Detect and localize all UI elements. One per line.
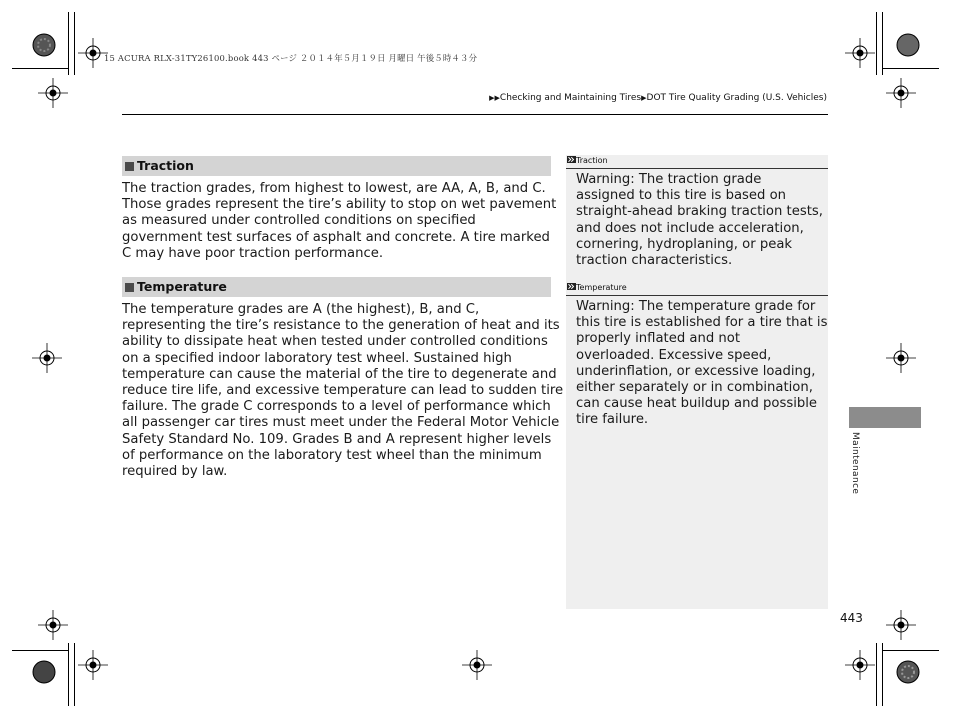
notes-sidebar [566,155,828,609]
section-heading-traction [122,156,551,176]
color-wheel-icon [32,660,56,684]
note-line: can cause heat buildup and possible [576,396,818,412]
header-rule [122,114,828,115]
paragraph-line: all passenger car tires must meet under the Federal Motor Vehicle [122,415,560,431]
registration-target-icon [886,343,916,373]
cross-reference-icon [567,283,576,290]
reference-note-label [567,156,608,165]
breadcrumb [489,93,827,103]
note-line: either separately or in combination, [576,380,813,396]
breadcrumb-arrows-icon: ▶▶ [489,94,500,102]
registration-target-icon [38,78,68,108]
paragraph-line: Safety Standard No. 109. Grades B and A represent higher levels [122,431,552,447]
traction-paragraph [122,181,557,262]
paragraph-line: as measured under controlled conditions on specified [122,213,476,229]
paragraph-line: failure. The grade C corresponds to a level of performance which [122,399,551,415]
cross-reference-icon [567,156,576,163]
registration-target-icon [886,78,916,108]
paragraph-line: reduce tire life, and excessive temperature can lead to sudden tire [122,383,564,399]
reference-note-label [567,283,627,292]
note-line: Warning: The traction grade [576,172,762,187]
note-ref-title: Traction [576,156,608,165]
note-line: traction characteristics. [576,253,733,269]
breadcrumb-page: DOT Tire Quality Grading (U.S. Vehicles) [646,93,827,103]
registration-target-icon [78,650,108,680]
note-line: this tire is established for a tire that is [576,315,828,331]
note-line: Warning: The temperature grade for [576,299,816,314]
paragraph-line: Those grades represent the tire’s ability to stop on wet pavement [122,197,557,213]
paragraph-line: ability to dissipate heat when tested under controlled conditions [122,334,548,350]
section-title: Temperature [137,279,227,294]
paragraph-line: representing the tire’s resistance to the generation of heat and its [122,318,560,334]
registration-target-icon [845,650,875,680]
paragraph-line: required by law. [122,464,228,480]
note-ref-title: Temperature [576,283,627,292]
paragraph-line: temperature can cause the material of the tire to degenerate and [122,366,557,382]
section-heading-temperature [122,277,551,297]
temperature-paragraph [122,302,564,480]
note-line: properly inflated and not [576,331,740,347]
color-wheel-icon [32,33,56,57]
color-wheel-icon [896,660,920,684]
registration-target-icon [38,610,68,640]
paragraph-line: government test surfaces of asphalt and concrete. A tire marked [122,229,550,245]
print-slug: 15 ACURA RLX-31TY26100.book 443 ページ ２０１４年５月１９日 月曜日 午後５時４３分 [104,53,478,63]
page-number: 443 [840,611,863,625]
note-line: and does not include acceleration, [576,220,804,236]
note-heading-traction [566,156,828,169]
note-line: straight-ahead braking traction tests, [576,204,823,220]
square-bullet-icon [125,162,134,171]
chapter-tab-label: Maintenance [850,432,860,495]
paragraph-line: C may have poor traction performance. [122,245,384,261]
breadcrumb-arrow-icon: ▶ [641,94,647,102]
registration-target-icon [462,650,492,680]
paragraph-line: of performance on the laboratory test wheel than the minimum [122,447,542,463]
chapter-tab[interactable] [849,407,921,428]
note-line: assigned to this tire is based on [576,188,787,204]
registration-target-icon [32,343,62,373]
breadcrumb-section: Checking and Maintaining Tires [499,93,642,103]
paragraph-line: The traction grades, from highest to lowest, are AA, A, B, and C. [122,181,546,196]
section-title: Traction [137,158,194,173]
square-bullet-icon [125,283,134,292]
registration-target-icon [886,610,916,640]
note-line: cornering, hydroplaning, or peak [576,236,793,252]
color-wheel-icon [896,33,920,57]
note-line: tire failure. [576,412,649,428]
note-heading-temperature [566,283,828,296]
paragraph-line: on a specified indoor laboratory test wheel. Sustained high [122,350,512,366]
note-text-traction [576,172,824,269]
note-text-temperature [576,299,828,429]
note-line: underinflation, or excessive loading, [576,363,816,379]
note-line: overloaded. Excessive speed, [576,347,772,363]
registration-target-icon [845,38,875,68]
paragraph-line: The temperature grades are A (the highest), B, and C, [122,302,480,317]
